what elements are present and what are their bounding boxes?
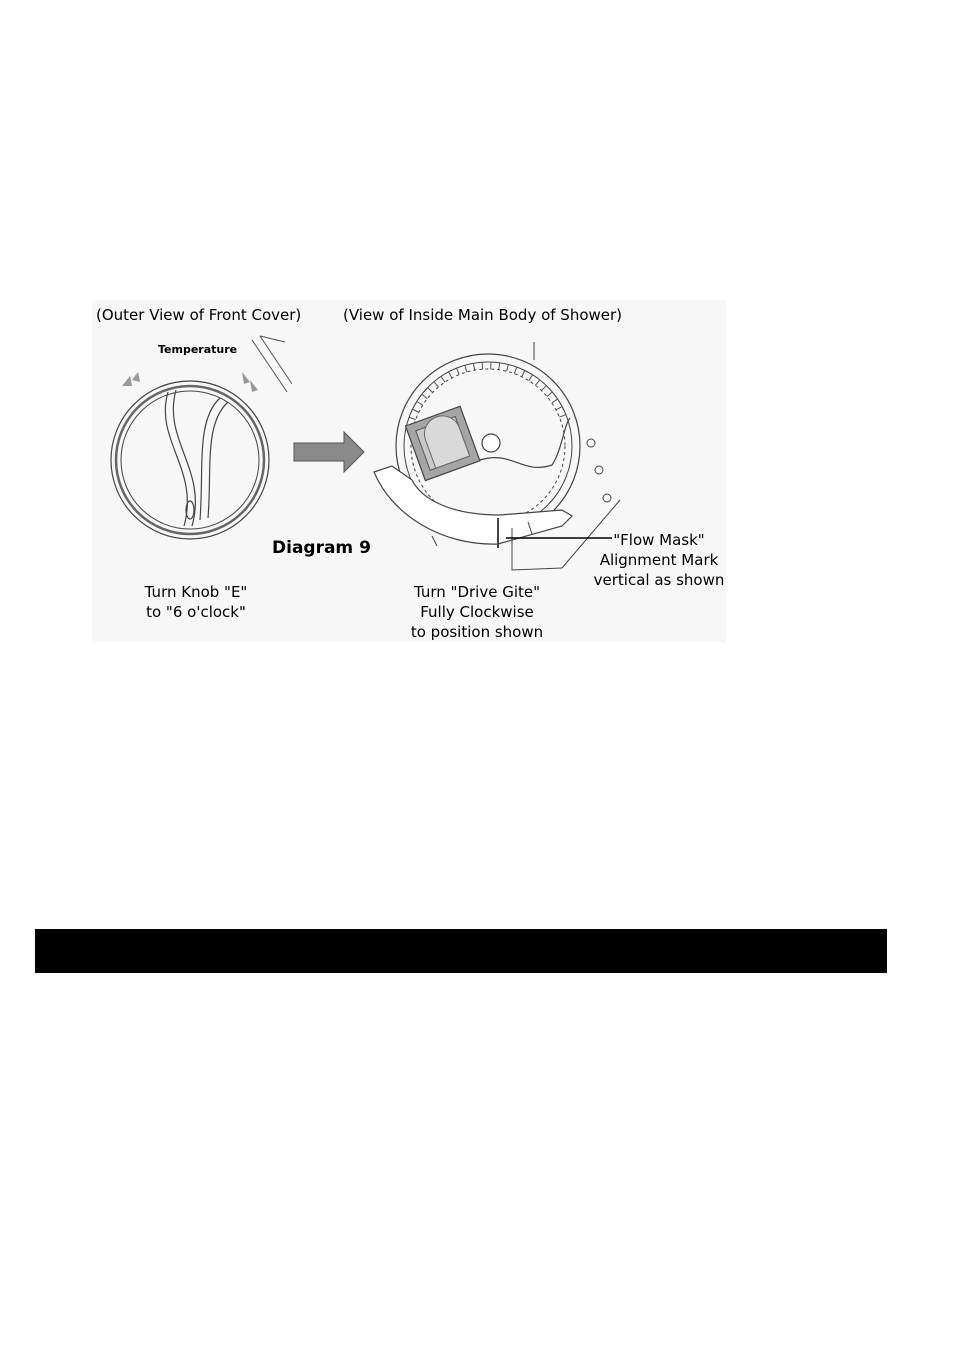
flow-mask-label-line: Alignment Mark [599,551,719,569]
gear-tooth [422,394,428,398]
gear-tooth [413,409,419,412]
diagram-9-panel [92,300,726,642]
gear-tooth [465,365,467,372]
gear-tooth [441,376,445,382]
drive-instruction-line: Fully Clockwise [420,603,534,621]
outer-view-label: (Outer View of Front Cover) [96,306,302,324]
gear-tooth [514,367,516,374]
gear-tooth [507,364,509,371]
cover-edge-icon [252,336,292,392]
gear-tooth [522,371,525,377]
section-header-bar [35,929,887,973]
temperature-knob-icon [111,381,269,539]
direction-arrows-icon [122,372,258,392]
temperature-label: Temperature [158,343,238,356]
gear-tooth [473,363,474,370]
flow-mask-label-line: "Flow Mask" [613,531,705,549]
inside-view-label: (View of Inside Main Body of Shower) [343,306,623,324]
knob-instruction [136,582,256,622]
gear-tooth [499,363,500,370]
gear-tooth [547,392,552,396]
gear-tooth [535,380,539,386]
gear-tooth [457,368,460,374]
flow-mask-label [589,530,729,590]
gear-tooth [541,386,546,391]
gear-tooth [428,388,433,393]
drive-instruction-line: Turn "Drive Gite" [413,583,541,601]
gear-tooth [434,382,438,387]
arrow-right-icon [294,432,364,472]
gear-tooth [409,417,416,419]
drive-gear-icon [374,342,620,570]
drive-instruction-line: to position shown [410,623,544,641]
knob-instruction-line: to "6 o'clock" [146,603,246,621]
gear-tooth [552,399,558,403]
gear-tooth [529,375,533,381]
drive-instruction [392,582,562,642]
knob-instruction-line: Turn Knob "E" [144,583,248,601]
gear-tooth [417,401,423,405]
diagram-title: Diagram 9 [272,538,371,558]
flow-mask-label-line: vertical as shown [593,571,725,589]
gear-tooth [559,415,565,418]
gear-tooth [556,407,562,410]
gear-tooth [449,372,452,378]
